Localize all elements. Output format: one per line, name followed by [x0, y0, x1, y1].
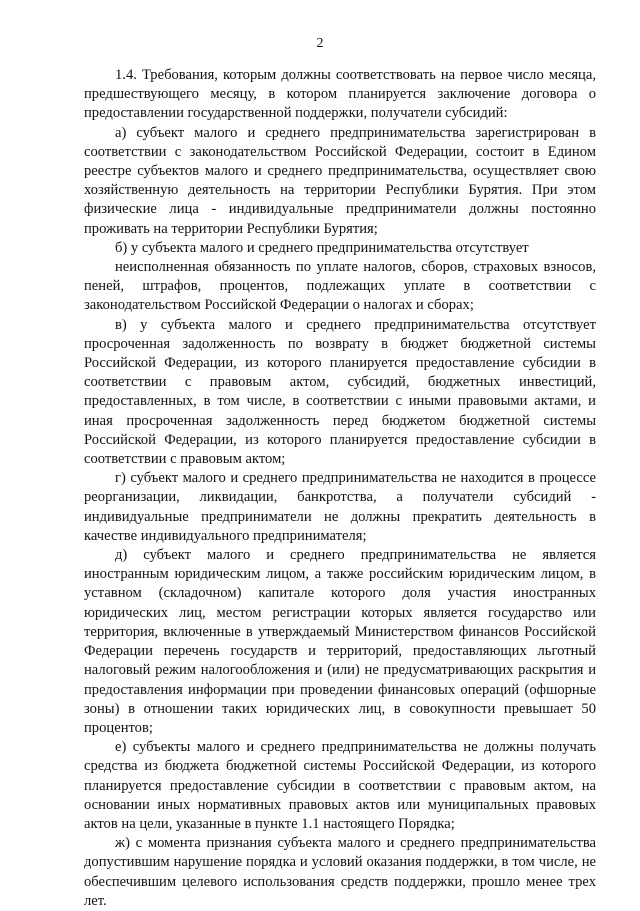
paragraph-item-v: в) у субъекта малого и среднего предпринимательства отсутствует просроченная задолженность по возврату в бюджет бюджетной системы Российской Федерации, из которого планируется предоставление субсидии в соответствии с правовым актом, субсидий, бюджетных инвестиций, предоставленных, в том числе, в соответствии с иными правовыми актами, и иная просроченная задолженность перед бюджетом бюджетной системы Российской Федерации, из которого планируется предоставление субсидии в соответствии с правовым актом; — [84, 316, 596, 468]
paragraph-item-d: д) субъект малого и среднего предпринимательства не является иностранным юридическим лицом, а также российским юридическим лицом, в уставном (складочном) капитале которого доля участия иностранных юридических лиц, местом регистрации которых является государство или территория, включенные в утверждаемый Министерством финансов Российской Федерации перечень государств и территорий, предоставляющих льготный налоговый режим налогообложения и (или) не предусматривающих раскрытия и предоставления информации при проведении финансовых операций (офшорные зоны) в отношении таких юридических лиц, в совокупности превышает 50 процентов; — [84, 547, 596, 736]
paragraph-item-g: г) субъект малого и среднего предпринимательства не находится в процессе реорганизации, ликвидации, банкротства, а получатели субсидий - индивидуальные предприниматели не должны прекратить деятельность в качестве индивидуального предпринимателя; — [84, 470, 596, 544]
paragraph-item-e: е) субъекты малого и среднего предпринимательства не должны получать средства из бюджета бюджетной системы Российской Федерации, из которого планируется предоставление субсидии в соответствии с правовым актом, на основании иных нормативных правовых актов или муниципальных правовых актов на цели, указанные в пункте 1.1 настоящего Порядка; — [84, 739, 596, 832]
paragraph-1-4-requirements: 1.4. Требования, которым должны соответствовать на первое число месяца, предшествующего месяцу, в котором планируется заключение договора о предоставлении государственной поддержки, получатели субсидий: — [84, 67, 596, 122]
paragraph-item-a: а) субъект малого и среднего предпринимательства зарегистрирован в соответствии с законодательством Российской Федерации, состоит в Едином реестре субъектов малого и среднего предпринимательства, осуществляет свою хозяйственную деятельность на территории Республики Бурятия. При этом физические лица - индивидуальные предприниматели должны постоянно проживать на территории Республики Бурятия; — [84, 124, 596, 237]
page-number: 2 — [316, 36, 324, 51]
paragraph-item-zh: ж) с момента признания субъекта малого и среднего предпринимательства допустившим нарушение порядка и условий оказания поддержки, в том числе, не обеспечившим целевого использования средств поддержки, прошло менее трех лет. — [84, 835, 596, 909]
document-body — [84, 66, 596, 911]
paragraph-item-b-continued: неисполненная обязанность по уплате налогов, сборов, страховых взносов, пеней, штрафов, процентов, подлежащих уплате в соответствии с законодательством Российской Федерации о налогах и сборах; — [84, 259, 596, 314]
paragraph-item-b: б) у субъекта малого и среднего предпринимательства отсутствует — [115, 239, 529, 256]
